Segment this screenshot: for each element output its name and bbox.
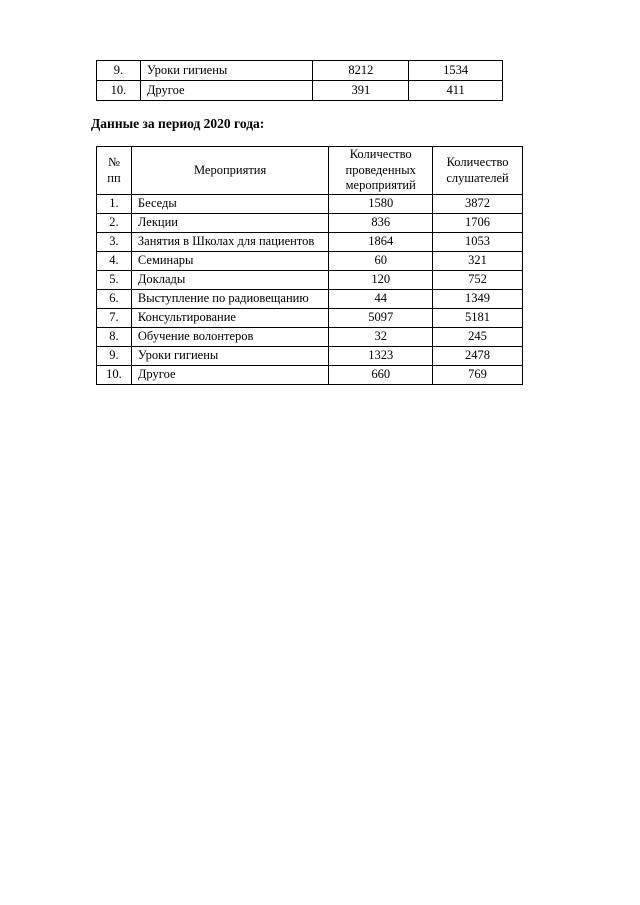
table-row <box>97 81 503 101</box>
event-name: Консультирование <box>131 309 328 328</box>
events-count: 1864 <box>329 233 433 252</box>
header-listeners-count <box>433 147 523 195</box>
event-name: Доклады <box>131 271 328 290</box>
header-events-line3: мероприятий <box>345 178 416 193</box>
event-name: Занятия в Школах для пациентов <box>131 233 328 252</box>
row-number: 7. <box>97 309 132 328</box>
event-name: Выступление по радиовещанию <box>131 290 328 309</box>
table-row <box>97 214 523 233</box>
events-count: 60 <box>329 252 433 271</box>
listeners-count: 2478 <box>433 347 523 366</box>
table-header-row <box>97 147 523 195</box>
header-number-line2: пп <box>107 170 121 185</box>
row-number: 2. <box>97 214 132 233</box>
listeners-count: 1534 <box>409 61 503 81</box>
row-number: 8. <box>97 328 132 347</box>
event-name: Другое <box>131 366 328 385</box>
events-count: 1323 <box>329 347 433 366</box>
row-number: 5. <box>97 271 132 290</box>
event-name: Лекции <box>131 214 328 233</box>
table-row <box>97 271 523 290</box>
row-number: 9. <box>97 61 141 81</box>
section-heading: Данные за период 2020 года: <box>91 116 265 131</box>
row-number: 6. <box>97 290 132 309</box>
listeners-count: 3872 <box>433 195 523 214</box>
event-name: Беседы <box>131 195 328 214</box>
listeners-count: 321 <box>433 252 523 271</box>
events-count: 44 <box>329 290 433 309</box>
header-events-line2: проведенных <box>345 162 416 177</box>
table-row <box>97 328 523 347</box>
listeners-count: 411 <box>409 81 503 101</box>
event-name: Уроки гигиены <box>140 61 313 81</box>
table-row <box>97 252 523 271</box>
listeners-count: 1349 <box>433 290 523 309</box>
events-count: 1580 <box>329 195 433 214</box>
event-name: Семинары <box>131 252 328 271</box>
previous-period-table <box>96 60 503 101</box>
events-count: 8212 <box>313 61 409 81</box>
events-count: 32 <box>329 328 433 347</box>
header-number-line1: № <box>107 154 120 169</box>
event-name: Уроки гигиены <box>131 347 328 366</box>
listeners-count: 245 <box>433 328 523 347</box>
table-row <box>97 195 523 214</box>
event-name: Другое <box>140 81 313 101</box>
row-number: 10. <box>97 81 141 101</box>
table-row <box>97 233 523 252</box>
header-events-count <box>329 147 433 195</box>
events-count: 391 <box>313 81 409 101</box>
row-number: 3. <box>97 233 132 252</box>
events-count: 120 <box>329 271 433 290</box>
events-count: 5097 <box>329 309 433 328</box>
events-count: 836 <box>329 214 433 233</box>
table-row <box>97 290 523 309</box>
row-number: 1. <box>97 195 132 214</box>
header-event-name: Мероприятия <box>131 147 328 195</box>
header-listeners-line1: Количество <box>446 154 509 169</box>
listeners-count: 769 <box>433 366 523 385</box>
row-number: 10. <box>97 366 132 385</box>
row-number: 4. <box>97 252 132 271</box>
table-row <box>97 61 503 81</box>
header-events-line1: Количество <box>349 147 412 162</box>
table-row <box>97 366 523 385</box>
listeners-count: 5181 <box>433 309 523 328</box>
listeners-count: 1053 <box>433 233 523 252</box>
row-number: 9. <box>97 347 132 366</box>
events-count: 660 <box>329 366 433 385</box>
period-2020-table <box>96 146 523 385</box>
header-listeners-line2: слушателей <box>446 170 509 185</box>
listeners-count: 1706 <box>433 214 523 233</box>
header-number <box>97 147 132 195</box>
event-name: Обучение волонтеров <box>131 328 328 347</box>
listeners-count: 752 <box>433 271 523 290</box>
table-row <box>97 309 523 328</box>
table-row <box>97 347 523 366</box>
